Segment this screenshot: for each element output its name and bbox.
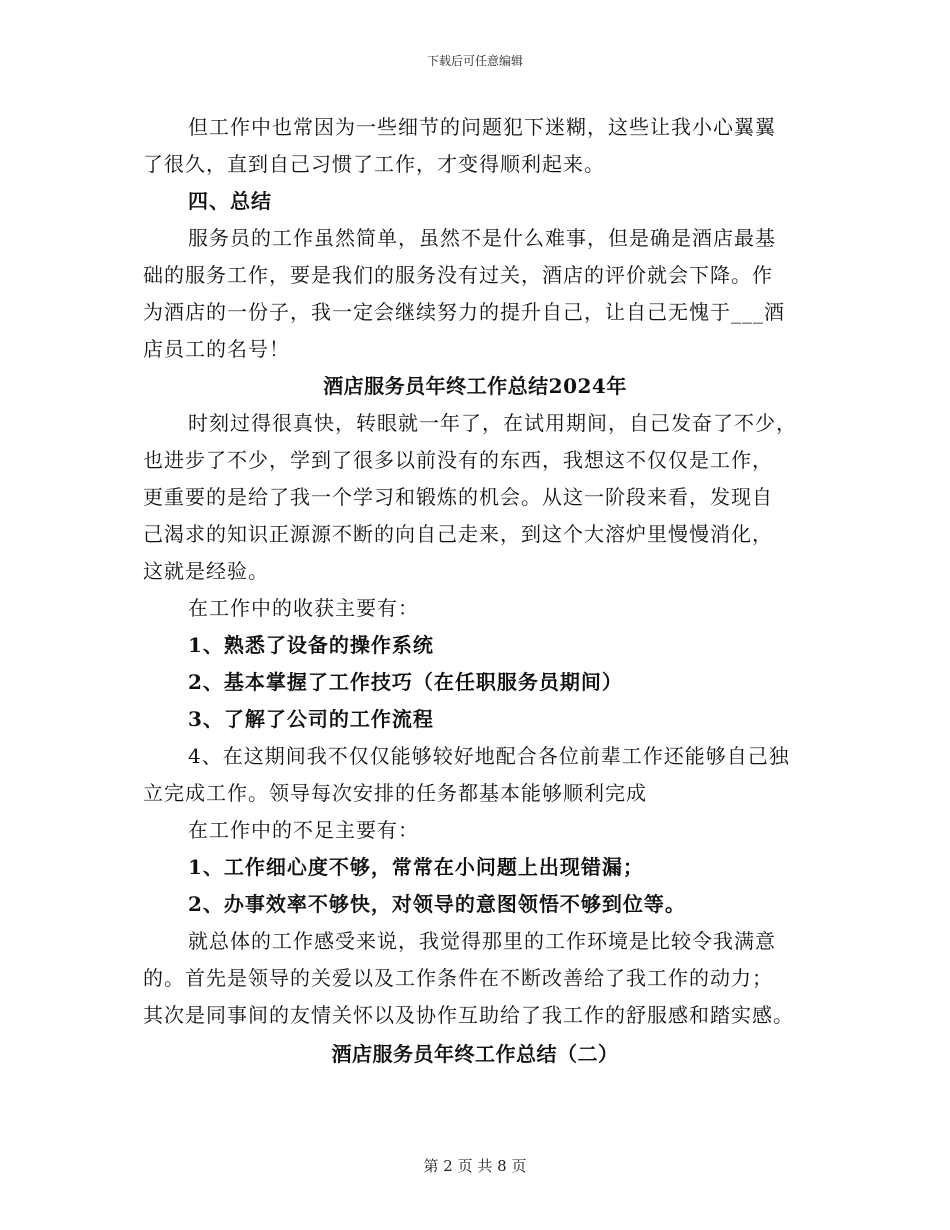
paragraph-line: 更重要的是给了我一个学习和锻炼的机会。从这一阶段来看，发现自	[143, 485, 773, 509]
paragraph-line: 在工作中的收获主要有：	[188, 596, 419, 620]
section-title: 酒店服务员年终工作总结（二）	[331, 1042, 619, 1066]
list-item: 2、办事效率不够快，对领导的意图领悟不够到位等。	[188, 892, 686, 916]
paragraph-line: 时刻过得很真快，转眼就一年了，在试用期间，自己发奋了不少，	[188, 411, 797, 435]
paragraph-line: 立完成工作。领导每次安排的任务都基本能够顺利完成	[143, 781, 647, 805]
paragraph-line: 服务员的工作虽然简单，虽然不是什么难事，但是确是酒店最基	[188, 226, 776, 250]
list-item: 2、基本掌握了工作技巧（在任职服务员期间）	[188, 670, 623, 694]
paragraph-line: 础的服务工作，要是我们的服务没有过关，酒店的评价就会下降。作	[143, 263, 773, 287]
list-item: 1、熟悉了设备的操作系统	[188, 633, 434, 657]
list-item: 4、在这期间我不仅仅能够较好地配合各位前辈工作还能够自己独	[188, 744, 790, 768]
paragraph-line: 但工作中也常因为一些细节的问题犯下迷糊，这些让我小心翼翼	[188, 115, 776, 139]
paragraph-line: 为酒店的一份子，我一定会继续努力的提升自己，让自己无愧于___酒	[143, 300, 785, 324]
paragraph-line: 也进步了不少，学到了很多以前没有的东西，我想这不仅仅是工作，	[143, 448, 773, 472]
page-footer: 第 2 页 共 8 页	[423, 1157, 527, 1175]
paragraph-line: 己渴求的知识正源源不断的向自己走来，到这个大溶炉里慢慢消化，	[143, 522, 773, 546]
paragraph-line: 在工作中的不足主要有：	[188, 818, 419, 842]
section-heading: 四、总结	[188, 189, 272, 213]
paragraph-line: 就总体的工作感受来说，我觉得那里的工作环境是比较令我满意	[188, 929, 776, 953]
paragraph-line: 了很久，直到自己习惯了工作，才变得顺利起来。	[143, 152, 605, 176]
paragraph-line: 其次是同事间的友情关怀以及协作互助给了我工作的舒服感和踏实感。	[143, 1003, 794, 1027]
paragraph-line: 这就是经验。	[143, 559, 269, 583]
page-header: 下载后可任意编辑	[426, 54, 523, 68]
document-title: 酒店服务员年终工作总结2024年	[323, 374, 627, 398]
list-item: 1、工作细心度不够，常常在小问题上出现错漏；	[188, 855, 644, 879]
paragraph-line: 店员工的名号！	[143, 337, 290, 361]
list-item: 3、了解了公司的工作流程	[188, 707, 434, 731]
paragraph-line: 的。首先是领导的关爱以及工作条件在不断改善给了我工作的动力；	[143, 966, 773, 990]
